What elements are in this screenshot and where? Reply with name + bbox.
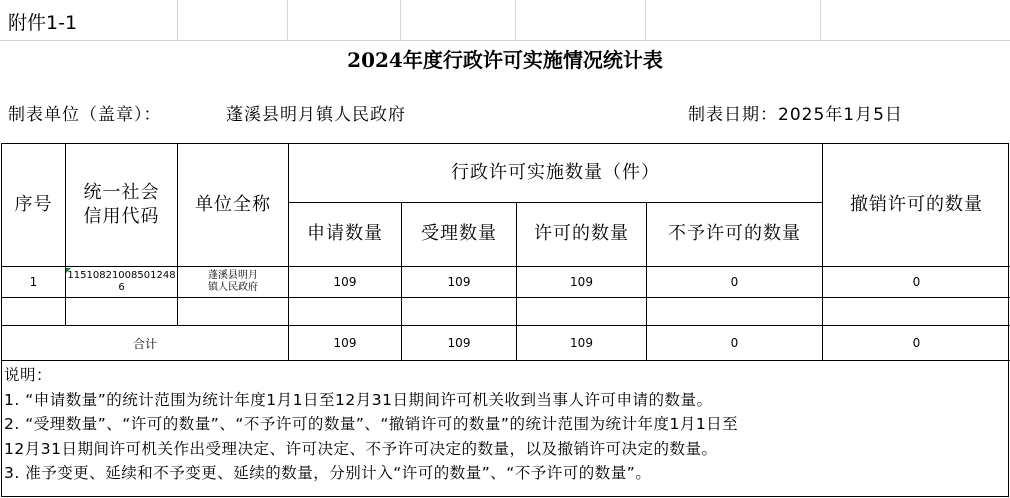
maker-label: 制表单位（盖章）：: [8, 105, 162, 125]
row1-credit-code-line1: 11510821008501248: [67, 269, 176, 281]
row1-credit-code-line2: 6: [118, 282, 125, 293]
grid-line: [177, 0, 178, 40]
grid-line: [645, 0, 646, 40]
total-permitted: 109: [570, 336, 593, 350]
rule: [2, 360, 1010, 361]
row1-applied: 109: [333, 275, 357, 289]
maker-name: 蓬溪县明月镇人民政府: [226, 105, 406, 125]
notes: [4, 363, 738, 486]
grid-line: [287, 0, 288, 40]
grid-line: [400, 0, 401, 40]
header-credit-code-line2: 信用代码: [83, 206, 160, 227]
total-denied: 0: [730, 336, 739, 350]
row1-accepted: 109: [447, 275, 471, 289]
header-credit-code-line1: 统一社会: [83, 181, 160, 203]
header-revoked: 撤销许可的数量: [850, 193, 983, 215]
rule: [2, 297, 1010, 298]
row1-unit-name: [178, 267, 288, 297]
row1-unit-name-line2: 镇人民政府: [208, 282, 258, 293]
row1-seq: 1: [29, 275, 38, 289]
total-label: 合计: [132, 336, 157, 351]
total-accepted: 109: [447, 336, 471, 350]
cell-comment-marker: [66, 268, 71, 273]
header-unit-name: 单位全称: [195, 193, 271, 215]
notes-line3: 12月31日期间许可机关作出受理决定、许可决定、不予许可决定的数量，以及撤销许可决定的数量。: [4, 439, 718, 458]
notes-line4: 3. 准予变更、延续和不予变更、延续的数量，分别计入“许可的数量”、“不予许可的数量”。: [4, 464, 652, 482]
row1-unit-name-line1: 蓬溪县明月: [208, 269, 258, 281]
notes-heading: 说明：: [4, 366, 53, 384]
attachment-label: 附件1-1: [8, 12, 78, 34]
row1-permitted: 109: [570, 275, 593, 289]
total-applied: 109: [333, 336, 357, 350]
header-seq: 序号: [14, 193, 53, 215]
date-label: 制表日期：2025年1月5日: [688, 105, 903, 125]
row1-denied: 0: [730, 275, 739, 289]
header-credit-code: [66, 144, 177, 266]
row1-revoked: 0: [912, 275, 921, 289]
page-title: 2024年度行政许可实施情况统计表: [347, 48, 663, 72]
notes-line1: 1. “申请数量”的统计范围为统计年度1月1日至12月31日期间许可机关收到当事人许可申请的数量。: [4, 390, 713, 409]
header-accepted: 受理数量: [421, 223, 497, 245]
header-permitted: 许可的数量: [534, 223, 629, 245]
header-implementation-count: 行政许可实施数量（件）: [451, 161, 660, 183]
total-revoked: 0: [912, 336, 921, 350]
header-denied: 不予许可的数量: [668, 223, 801, 245]
row1-credit-code: [66, 267, 177, 297]
grid-line: [515, 0, 516, 40]
grid-line: [0, 40, 1010, 41]
notes-line2: 2. “受理数量”、“许可的数量”、“不予许可的数量”、“撤销许可的数量”的统计范围为统计年度1月1日至: [4, 415, 739, 433]
grid-line: [820, 0, 821, 40]
header-applied: 申请数量: [307, 223, 383, 245]
